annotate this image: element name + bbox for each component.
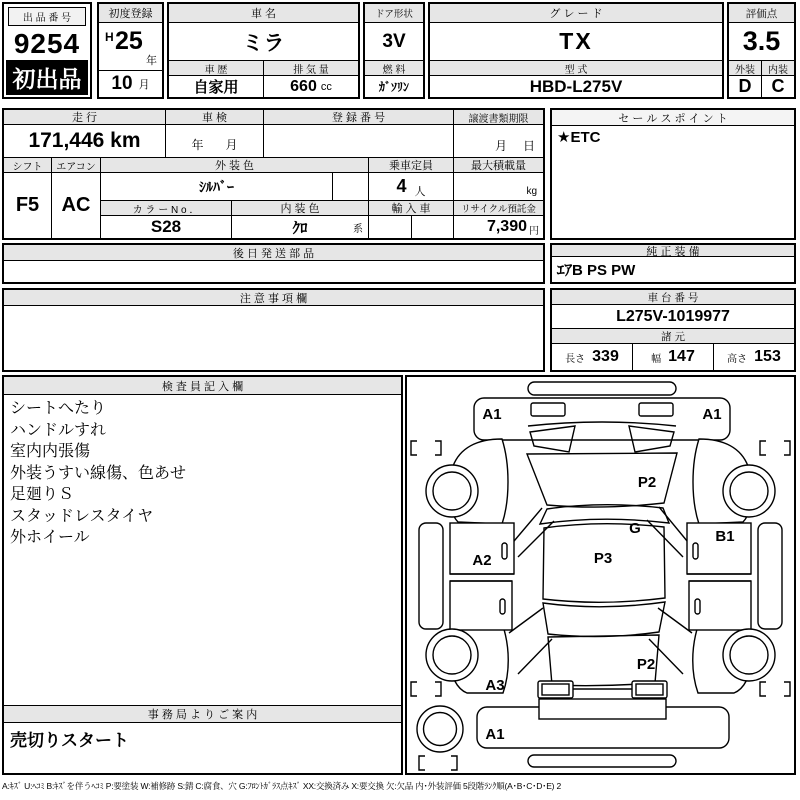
spec-header: 諸 元 [552,329,794,344]
exterior-grade-column [729,61,762,97]
mileage-value: 171,446 km [4,125,166,158]
month-unit: 月 [138,79,150,91]
inspection-value [166,125,264,158]
inspector-note-line: 室内内張傷 [10,443,91,460]
bracket-front-right [760,441,790,455]
chassis-number-value: L275V-1019977 [552,305,794,329]
car-name-box [167,2,360,99]
first-registration-box [97,2,164,99]
auction-number-value: 9254 [13,28,81,59]
inspector-note-line: スタッドレスタイヤ [10,507,154,525]
import-car-cell-2 [412,216,454,238]
registration-number-header: 登 録 番 号 [264,110,454,125]
interior-color-value [232,216,369,238]
length-value: 339 [592,348,619,365]
fuel-header: 燃 料 [365,61,423,76]
displacement-number: 660 [290,77,317,95]
interior-color-header: 内 装 色 [232,201,369,216]
damage-label-roof: P3 [593,550,613,567]
door-belt-line [450,574,751,581]
recycle-deposit-value [454,216,543,238]
interior-color-name: ｸﾛ [292,219,308,237]
rocker-panel-right [758,523,782,629]
color-number-header: カ ラ ー N o ． [101,201,232,216]
damage-label-rear-bumper: A1 [485,726,505,743]
car-name-value: ミラ [169,23,358,61]
registration-year: 25 [115,27,143,55]
sales-point-box [550,108,796,240]
exterior-grade-value: D [738,76,752,96]
office-notice-header: 事 務 局 よ り ご 案 内 [4,705,401,723]
damage-label-front-bumper-right: A1 [702,406,722,423]
import-car-header: 輸 入 車 [369,201,454,216]
transfer-month-unit: 月 [494,139,507,153]
aircon-header: エアコン [52,158,101,173]
bracket-bottom-left [419,756,457,770]
history-value: 自家用 [193,79,239,96]
c-pillar-flare-right [649,608,692,674]
sales-point-header: セ ー ル ス ポ イ ン ト [552,110,794,126]
sales-point-content: ★ETC [557,129,601,146]
import-car-cell-1 [369,216,412,238]
inspection-header: 車 検 [166,110,264,125]
car-name-header: 車 名 [169,4,358,23]
car-top-view-diagram [407,377,794,773]
door-shape-value: 3V [365,23,423,61]
exterior-color-header: 外 装 色 [101,158,369,173]
rear-door-left [450,581,512,630]
front-wheel-right [723,465,775,517]
max-load-value: kg [454,173,543,201]
exterior-color-extra-cell [333,173,369,201]
color-number-value: S28 [101,216,232,238]
vehicle-details-grid [2,108,545,240]
taillight-right [632,681,667,698]
inspector-note-line: シートへたり [10,400,107,417]
rocker-panel-left [419,523,443,629]
fuel-value: ｶﾞｿﾘﾝ [378,80,409,94]
inspector-note-line: 足廻りＳ [10,486,75,503]
recycle-fee-number: 7,390 [486,218,527,235]
front-wheel-left [426,465,478,517]
caution-notes-content [4,306,543,370]
auction-number-header: 出 品 番 号 [8,7,86,26]
score-header: 評価点 [729,4,794,23]
later-shipped-parts-header: 後 日 発 送 部 品 [4,245,543,261]
exterior-color-value: ｼﾙﾊﾞｰ [101,173,333,201]
damage-code-legend: A:ｷｽﾞ U:ﾍｺﾐ B:ｷｽﾞを伴うﾍｺﾐ P:要塗装 W:補修跡 S:錆 C:腐食、穴 G:ﾌﾛﾝﾄｶﾞﾗｽ点ｷｽﾞ XX:交換済み X:要交換 欠:欠品 内･外装評価 5段階ﾗﾝｸ順(A･B･C･D･E) 2 [2,781,561,791]
aircon-value: AC [52,173,101,238]
length-label: 長さ [565,353,586,365]
max-load-header: 最大積載量 [454,158,543,173]
capacity-unit: 人 [414,185,426,198]
inspection-year-unit: 年 [191,138,204,152]
shift-value: F5 [4,173,52,238]
taillight-left [538,681,573,698]
model-code-value: HBD-L275V [529,76,623,96]
office-notice-content: 売切りスタート [10,731,129,750]
genuine-equipment-header: 純 正 装 備 [552,245,794,257]
damage-diagram-box [405,375,796,775]
rear-wheel-right [723,629,775,681]
height-cell [714,344,794,370]
rear-gate-panel [539,699,666,719]
interior-grade-column [762,61,794,97]
first-registration-year-cell [99,23,162,71]
door-shape-header: ドア形状 [365,4,423,23]
grade-value: TX [430,23,722,61]
inspector-note-line: ハンドルすれ [10,421,107,439]
rear-door-right [689,581,751,630]
height-label: 高さ [727,353,748,365]
bracket-front-left [411,441,441,455]
interior-grade-value: C [771,76,785,96]
era-letter: H [105,30,114,44]
mileage-header: 走 行 [4,110,166,125]
transfer-day-unit: 日 [522,139,535,153]
chassis-number-header: 車 台 番 号 [552,290,794,305]
rear-bottom-strip [528,755,676,767]
width-value: 147 [668,348,695,365]
first-registration-month-cell [99,71,162,97]
capacity-number: 4 [396,176,407,196]
damage-label-windshield: G [629,520,641,537]
damage-label-left-rear-quarter: A3 [485,677,505,694]
displacement-header: 排 気 量 [264,61,358,76]
grade-box [428,2,724,99]
door-shape-box [363,2,425,99]
rear-window [543,602,665,637]
front-bumper [474,398,730,440]
caution-notes-header: 注 意 事 項 欄 [4,290,543,306]
transfer-deadline-value [454,125,543,158]
model-code-column [430,61,722,97]
a-pillar-flare-left [509,508,554,557]
inspection-month-unit: 月 [225,138,238,152]
spare-tire [417,706,463,752]
shift-header: シフト [4,158,52,173]
inspector-notes-content [4,395,401,705]
later-shipped-parts-box [2,243,545,284]
capacity-value [369,173,454,201]
damage-label-right-front-door: B1 [715,528,735,545]
caution-notes-box [2,288,545,372]
recycle-deposit-header: リサイクル預託金 [454,201,543,216]
auction-number-box [2,2,92,99]
damage-label-rear-hatch: P2 [636,656,656,673]
first-listing-badge: 初出品 [6,60,88,95]
length-cell [552,344,633,370]
registration-number-value [264,125,454,158]
interior-grade-header: 内装 [762,61,794,76]
registration-month: 10 [111,73,133,94]
bracket-rear-right [760,682,790,696]
inspector-notes-box [2,375,403,775]
inspector-note-line: 外装うすい線傷、色あせ [10,464,187,482]
transfer-deadline-header: 譲渡書類期限 [454,110,543,125]
score-value: 3.5 [729,23,794,61]
bracket-rear-left [411,682,441,696]
genuine-equipment-box [550,243,796,284]
interior-color-suffix: 系 [353,224,363,235]
damage-label-hood: P2 [637,474,657,491]
width-label: 幅 [651,353,662,365]
height-value: 153 [754,348,781,365]
damage-label-front-bumper-left: A1 [482,406,502,423]
displacement-value [264,76,358,97]
genuine-equipment-content: ｴｱB PS PW [557,262,636,279]
capacity-header: 乗車定員 [369,158,454,173]
front-top-strip [528,382,676,395]
score-box [727,2,796,99]
chassis-number-box [550,288,796,372]
rear-wheel-left [426,629,478,681]
inspector-note-line: 外ホイール [10,529,90,546]
displacement-unit: cc [320,80,332,93]
damage-label-left-front-door: A2 [472,552,492,569]
recycle-fee-unit: 円 [529,226,539,237]
first-registration-header: 初度登録 [99,4,162,23]
inspector-notes-header: 検 査 員 記 入 欄 [4,377,401,395]
model-code-header: 型 式 [430,61,722,76]
history-column [169,61,264,97]
width-cell [633,344,714,370]
a-pillar-flare-right [647,507,692,557]
fuel-column [365,61,423,97]
history-header: 車 歴 [169,61,263,76]
later-shipped-parts-content [4,261,543,282]
year-unit: 年 [146,55,157,67]
displacement-column [264,61,358,97]
grade-header: グ レ ー ド [430,4,722,23]
exterior-grade-header: 外装 [729,61,761,76]
